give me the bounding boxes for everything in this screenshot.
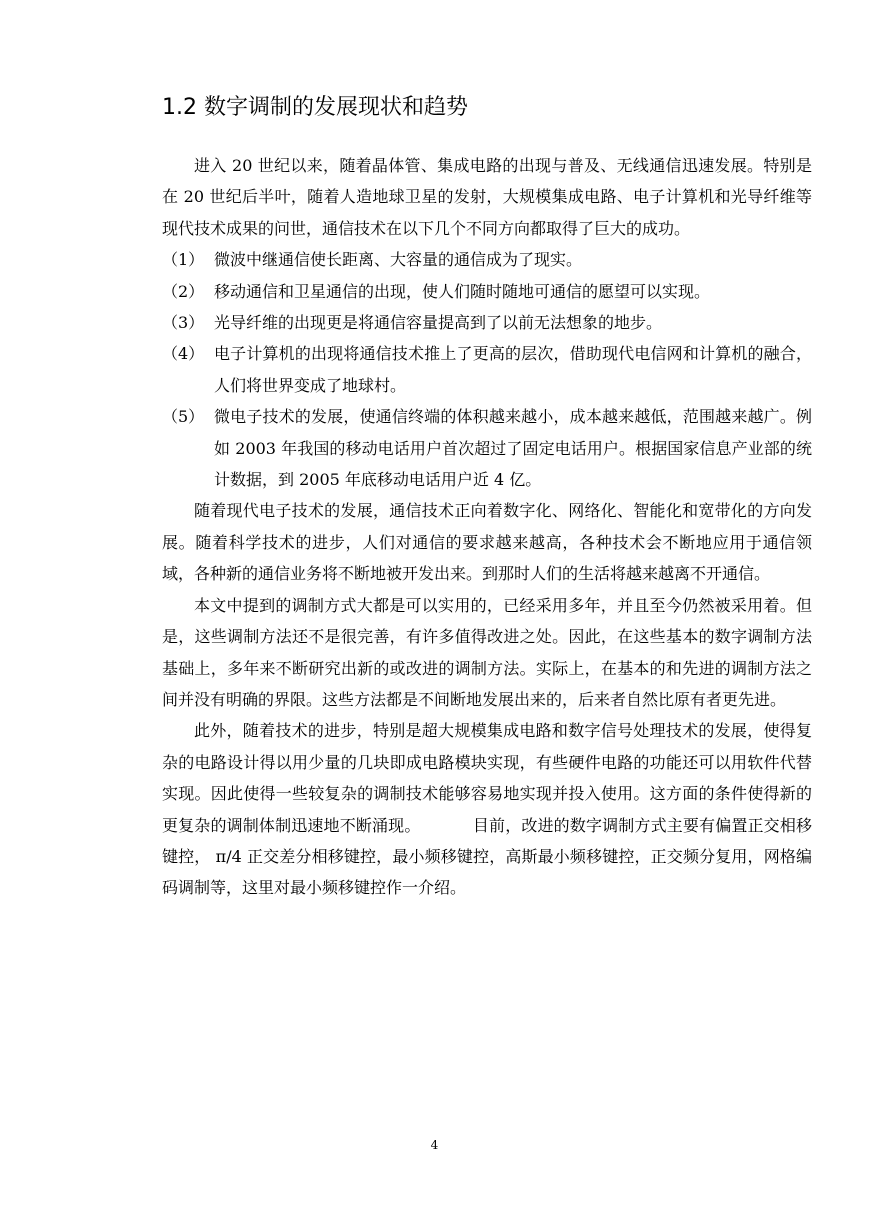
list-item [162,338,812,401]
body-paragraph: 此外，随着技术的进步，特别是超大规模集成电路和数字信号处理技术的发展，使得复杂的电路设计得以用少量的几块即成电路模块实现，有些硬件电路的功能还可以用软件代替实现。因此使得一些较复杂的调制技术能够容易地实现并投入使用。这方面的条件使得新的更复杂的调制体制迅速地不断涌现。 目前，改进的数字调制方式主要有偏置正交相移键控， π/4 正交差分相移键控，最小频移键控，高斯最小频移键控，正交频分复用，网格编码调制等，这里对最小频移键控作一介绍。 [162,721,812,898]
list-text: 电子计算机的出现将通信技术推上了更高的层次，借助现代电信网和计算机的融合，人们将世界变成了地球村。 [214,344,812,395]
list-number: （1） [162,250,205,270]
list-number: （2） [162,281,205,301]
list-number: （5） [162,407,205,427]
list-text: 微波中继通信使长距离、大容量的通信成为了现实。 [214,250,583,270]
list-text: 微电子技术的发展，使通信终端的体积越来越小，成本越来越低，范围越来越广。例如 2003 年我国的移动电话用户首次超过了固定电话用户。根据国家信息产业部的统计数据，到 2005 年底移动电话用户近 4 亿。 [214,407,812,490]
intro-paragraph: 进入 20 世纪以来，随着晶体管、集成电路的出现与普及、无线通信迅速发展。特别是在 20 世纪后半叶，随着人造地球卫星的发射，大规模集成电路、电子计算机和光导纤维等现代技术成果的问世，通信技术在以下几个不同方向都取得了巨大的成功。 [162,156,812,238]
list-text: 移动通信和卫星通信的出现，使人们随时随地可通信的愿望可以实现。 [214,281,711,301]
list-number: （3） [162,313,205,333]
list-item [162,307,812,338]
list-number: （4） [162,344,205,364]
list-text: 光导纤维的出现更是将通信容量提高到了以前无法想象的地步。 [214,313,663,333]
section-heading: 1.2 数字调制的发展现状和趋势 [162,95,468,120]
body-paragraph: 本文中提到的调制方式大都是可以实用的，已经采用多年，并且至今仍然被采用着。但是，这些调制方法还不是很完善，有许多值得改进之处。因此，在这些基本的数字调制方法基础上，多年来不断研究出新的或改进的调制方法。实际上，在基本的和先进的调制方法之间并没有明确的界限。这些方法都是不间断地发展出来的，后来者自然比原有者更先进。 [162,595,812,709]
list-item [162,401,812,495]
list-item [162,276,812,307]
body-paragraph: 随着现代电子技术的发展，通信技术正向着数字化、网络化、智能化和宽带化的方向发展。随着科学技术的进步，人们对通信的要求越来越高，各种技术会不断地应用于通信领域，各种新的通信业务将不断地被开发出来。到那时人们的生活将越来越离不开通信。 [162,501,812,584]
section-body [162,150,812,904]
page-number: 4 [430,1138,439,1152]
list-item [162,244,812,275]
